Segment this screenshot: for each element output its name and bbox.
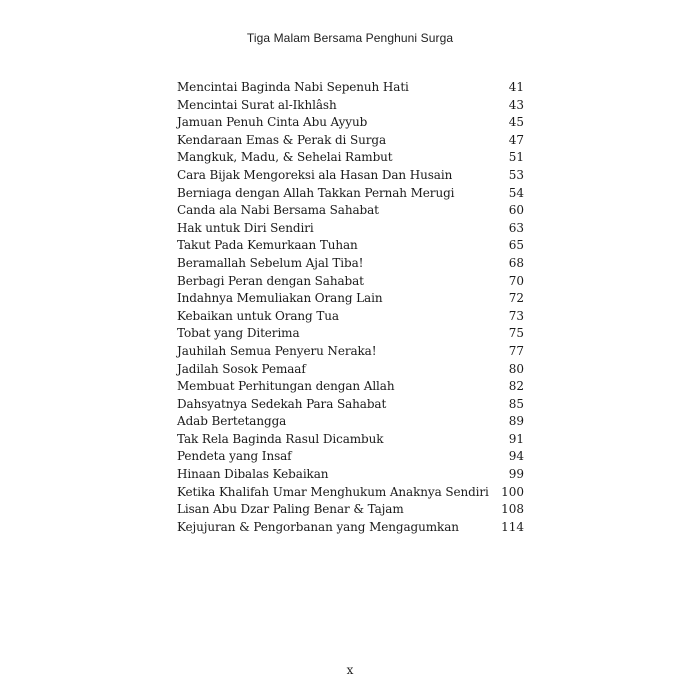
toc-entry — [177, 132, 524, 150]
toc-entry — [177, 378, 524, 396]
toc-entry — [177, 325, 524, 343]
page-number: x — [346, 663, 354, 677]
toc-entry-title: Ketika Khalifah Umar Menghukum Anaknya Sendiri — [177, 484, 489, 499]
toc-entry-page: 47 — [508, 132, 524, 147]
toc-entry-page: 99 — [508, 467, 524, 482]
toc-entry-title: Jamuan Penuh Cinta Abu Ayyub — [177, 115, 368, 130]
toc-entry — [177, 114, 524, 132]
toc-entry — [177, 343, 524, 361]
toc-entry-page: 65 — [508, 238, 524, 253]
toc-entry — [177, 501, 524, 519]
toc-entry-page: 63 — [508, 220, 524, 235]
toc-entry — [177, 466, 524, 484]
toc-entry — [177, 431, 524, 449]
toc-entry-title: Kejujuran & Pengorbanan yang Mengagumkan — [177, 519, 459, 534]
toc-entry — [177, 273, 524, 291]
toc-entry-page: 82 — [508, 379, 524, 394]
toc-entry — [177, 413, 524, 431]
toc-entry — [177, 167, 524, 185]
toc-entry-title: Kebaikan untuk Orang Tua — [177, 308, 339, 323]
toc-entry-page: 43 — [508, 97, 524, 112]
table-of-contents — [177, 79, 524, 536]
toc-entry-page: 75 — [508, 326, 524, 341]
toc-entry-title: Lisan Abu Dzar Paling Benar & Tajam — [177, 502, 404, 517]
toc-entry-page: 45 — [508, 115, 524, 130]
toc-entry-page: 91 — [508, 431, 524, 446]
toc-entry-title: Mangkuk, Madu, & Sehelai Rambut — [177, 150, 393, 165]
toc-entry — [177, 149, 524, 167]
toc-entry-page: 77 — [508, 343, 524, 358]
toc-entry-title: Berniaga dengan Allah Takkan Pernah Merugi — [177, 185, 455, 200]
toc-entry-page: 41 — [508, 80, 524, 94]
toc-entry-title: Hinaan Dibalas Kebaikan — [177, 467, 329, 482]
toc-entry — [177, 202, 524, 220]
toc-entry-page: 54 — [508, 185, 524, 200]
toc-entry-page: 72 — [508, 291, 524, 306]
toc-entry-page: 73 — [508, 308, 524, 323]
toc-entry-title: Hak untuk Diri Sendiri — [177, 220, 314, 235]
toc-entry — [177, 448, 524, 466]
toc-entry — [177, 484, 524, 502]
toc-entry-page: 53 — [508, 167, 524, 182]
toc-entry — [177, 185, 524, 203]
toc-entry-title: Kendaraan Emas & Perak di Surga — [177, 132, 387, 147]
running-header: Tiga Malam Bersama Penghuni Surga — [246, 31, 454, 45]
toc-entry-page: 89 — [508, 414, 524, 429]
toc-entry-title: Tak Rela Baginda Rasul Dicambuk — [177, 431, 384, 446]
toc-entry-page: 114 — [501, 519, 524, 534]
toc-entry — [177, 361, 524, 379]
toc-entry-title: Canda ala Nabi Bersama Sahabat — [177, 203, 379, 218]
toc-entry — [177, 396, 524, 414]
toc-entry — [177, 97, 524, 115]
toc-entry — [177, 519, 524, 537]
toc-entry-title: Mencintai Baginda Nabi Sepenuh Hati — [177, 80, 409, 94]
toc-entry — [177, 220, 524, 238]
toc-entry — [177, 237, 524, 255]
toc-entry-title: Jadilah Sosok Pemaaf — [177, 361, 306, 376]
toc-entry — [177, 308, 524, 326]
toc-entry-title: Mencintai Surat al-Ikhlâsh — [177, 97, 337, 112]
toc-entry — [177, 79, 524, 97]
toc-entry-page: 100 — [501, 484, 524, 499]
toc-entry-page: 51 — [508, 150, 524, 165]
toc-entry-title: Berbagi Peran dengan Sahabat — [177, 273, 364, 288]
toc-entry-title: Cara Bijak Mengoreksi ala Hasan Dan Husain — [177, 167, 453, 182]
toc-entry-title: Pendeta yang Insaf — [177, 449, 292, 464]
toc-entry-title: Beramallah Sebelum Ajal Tiba! — [177, 255, 364, 270]
toc-entry-title: Indahnya Memuliakan Orang Lain — [177, 291, 383, 306]
toc-entry-title: Adab Bertetangga — [177, 414, 287, 429]
toc-entry-page: 80 — [508, 361, 524, 376]
toc-entry-title: Jauhilah Semua Penyeru Neraka! — [177, 343, 377, 358]
toc-entry-page: 85 — [508, 396, 524, 411]
toc-entry-page: 94 — [508, 449, 524, 464]
toc-entry-page: 60 — [508, 203, 524, 218]
toc-entry-title: Takut Pada Kemurkaan Tuhan — [177, 238, 358, 253]
toc-entry — [177, 255, 524, 273]
toc-entry-title: Tobat yang Diterima — [177, 326, 300, 341]
toc-entry-title: Dahsyatnya Sedekah Para Sahabat — [177, 396, 387, 411]
toc-entry-page: 70 — [508, 273, 524, 288]
toc-entry — [177, 290, 524, 308]
toc-entry-page: 108 — [501, 502, 524, 517]
toc-entry-page: 68 — [508, 255, 524, 270]
toc-entry-title: Membuat Perhitungan dengan Allah — [177, 379, 395, 394]
